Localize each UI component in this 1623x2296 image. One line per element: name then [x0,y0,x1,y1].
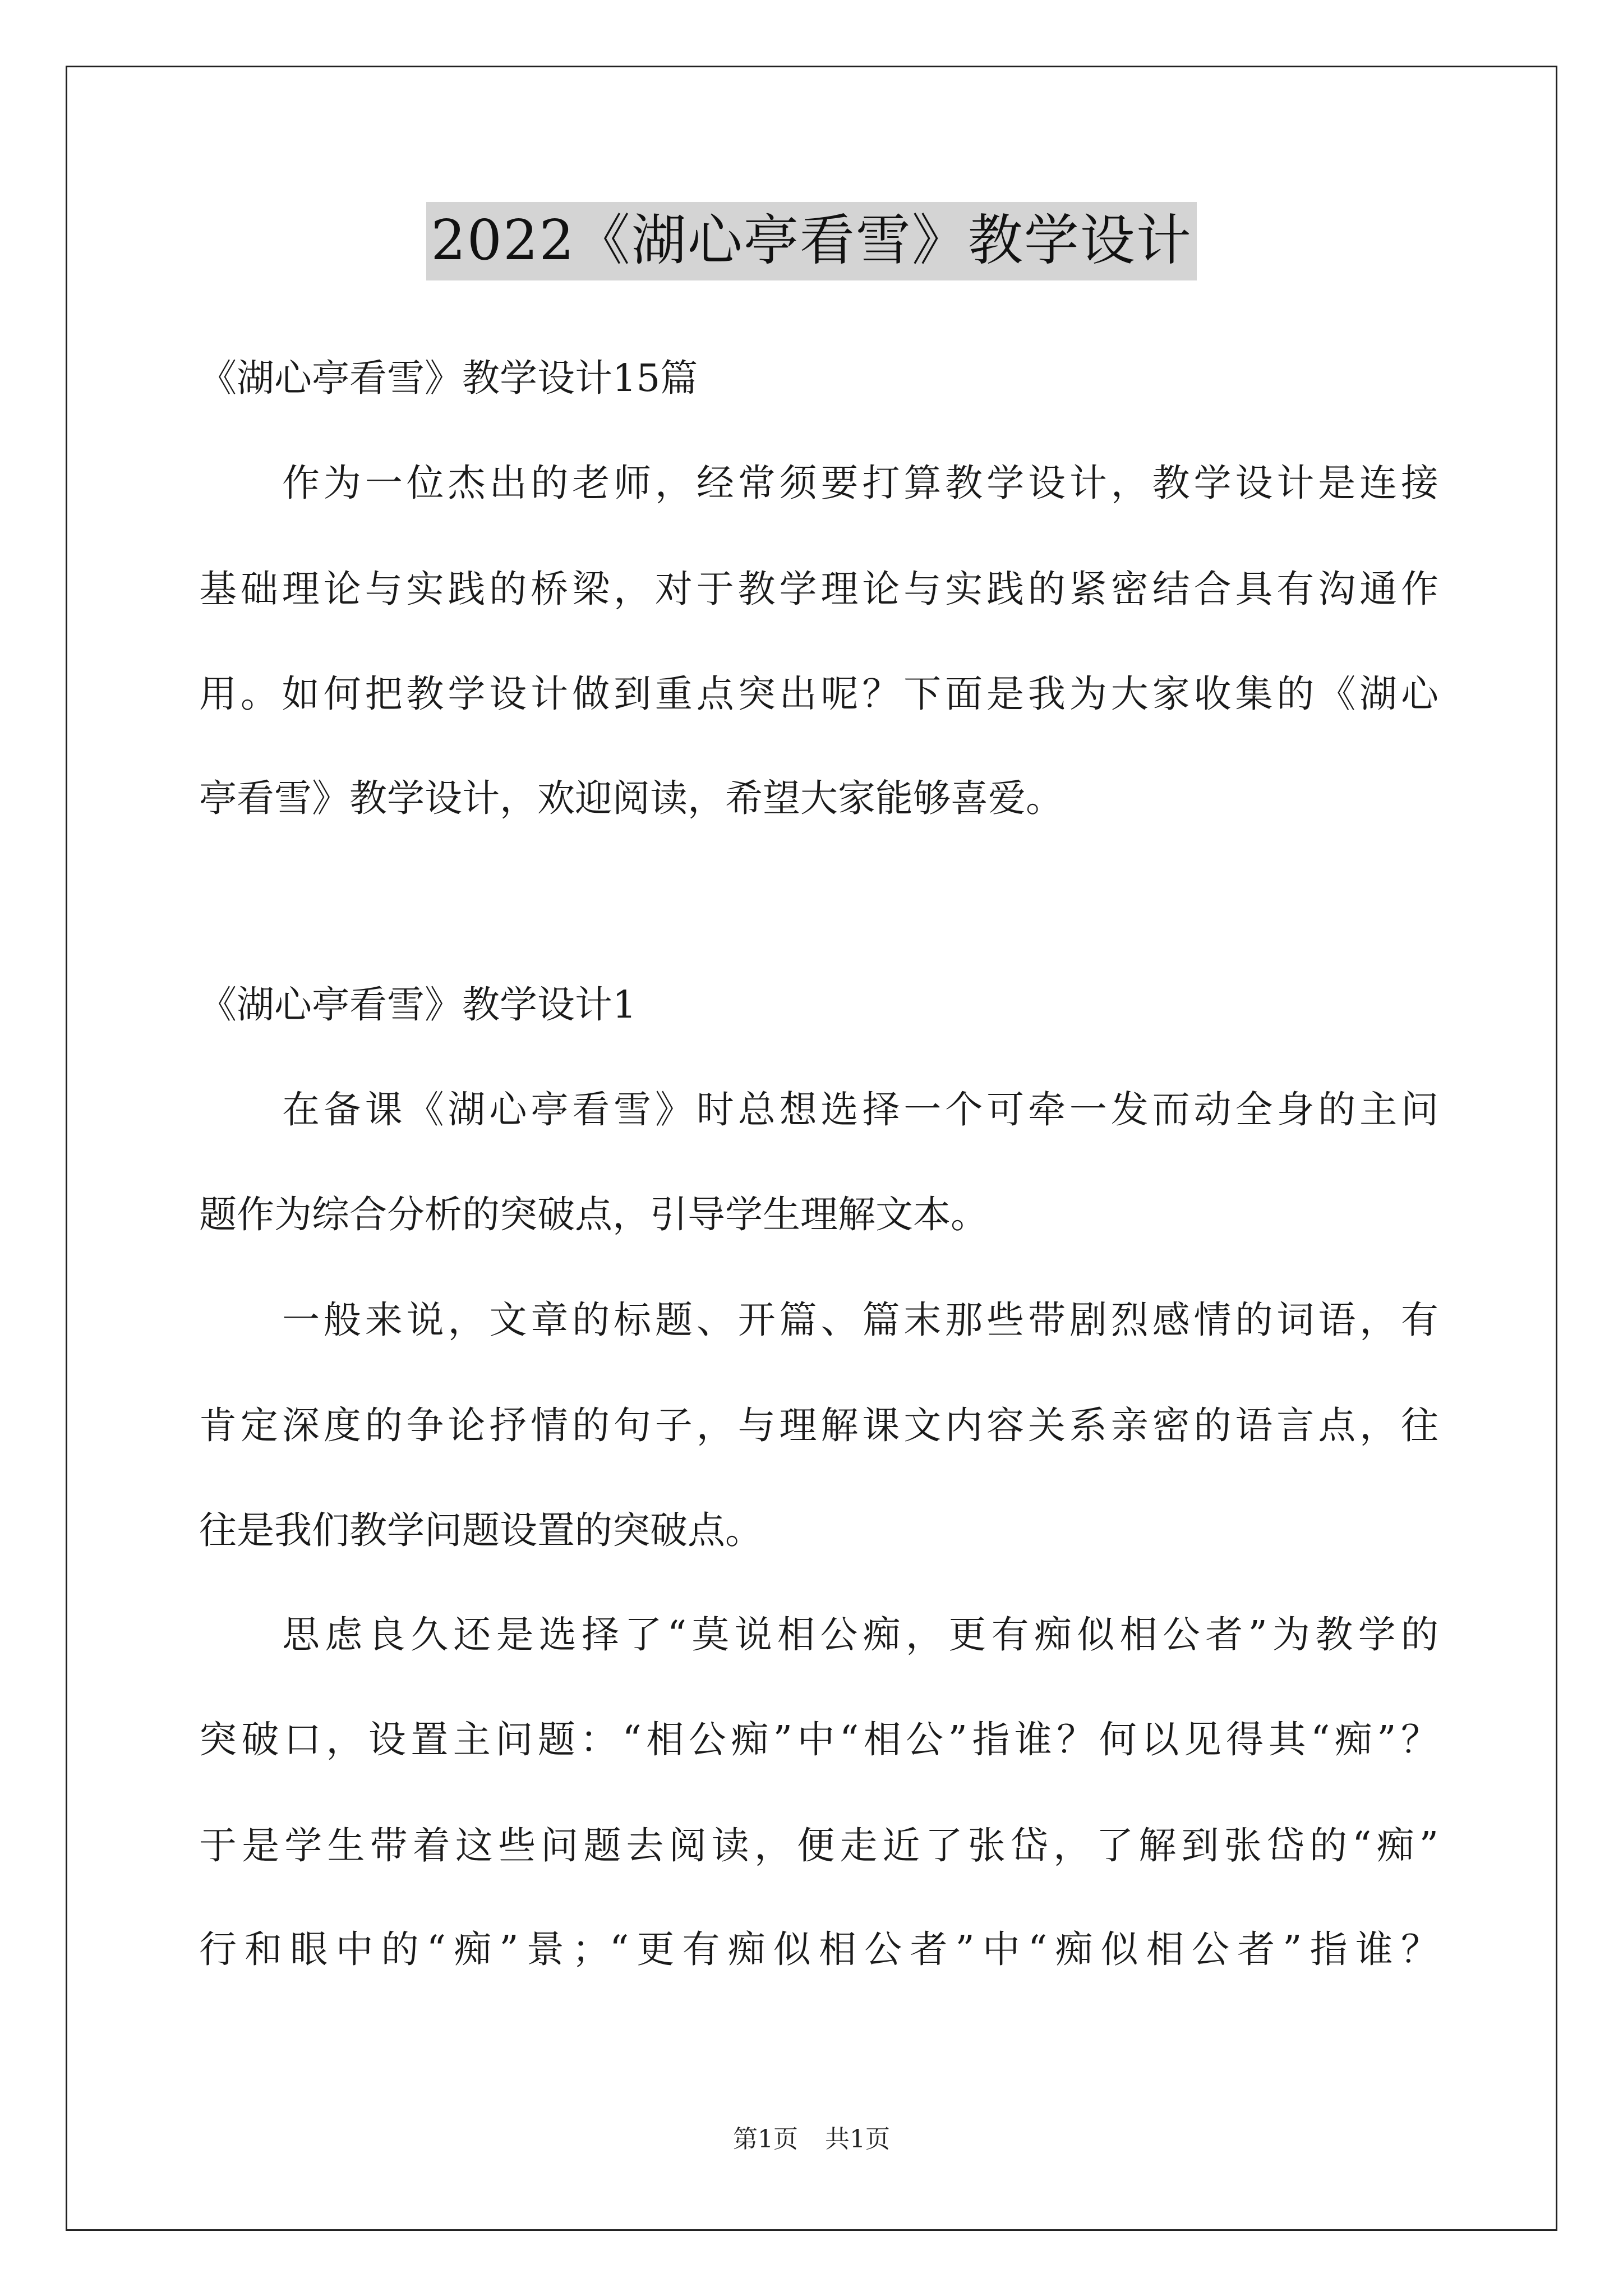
page-number: 第1页 [733,2125,798,2154]
intro-line: 亭看雪》教学设计，欢迎阅读，希望大家能够喜爱。 [199,776,1063,820]
section-heading: 《湖心亭看雪》教学设计1 [199,983,637,1027]
intro-line: 基础理论与实践的桥梁，对于教学理论与实践的紧密结合具有沟通作 [199,567,1438,611]
document-title: 2022《湖心亭看雪》教学设计 [426,202,1196,280]
paragraph-line: 题作为综合分析的突破点，引导学生理解文本。 [199,1193,988,1236]
document-subtitle: 《湖心亭看雪》教学设计15篇 [199,356,698,400]
paragraph-line: 思虑良久还是选择了“莫说相公痴，更有痴似相公者”为教学的 [282,1613,1438,1657]
title-container [0,202,1623,280]
paragraph-line: 往是我们教学问题设置的突破点。 [199,1508,763,1552]
paragraph-line: 一般来说，文章的标题、开篇、篇末那些带剧烈感情的词语，有 [282,1298,1438,1342]
paragraph-line: 突破口，设置主问题：“相公痴”中“相公”指谁？何以见得其“痴”？ [199,1718,1438,1761]
page-total: 共1页 [825,2125,890,2154]
paragraph-line: 行和眼中的“痴”景；“更有痴似相公者”中“痴似相公者”指谁？ [199,1927,1438,1971]
paragraph-line: 在备课《湖心亭看雪》时总想选择一个可牵一发而动全身的主问 [282,1088,1438,1131]
intro-line: 用。如何把教学设计做到重点突出呢？下面是我为大家收集的《湖心 [199,672,1438,716]
page-footer [0,2123,1623,2156]
paragraph-line: 于是学生带着这些问题去阅读，便走近了张岱，了解到张岱的“痴” [199,1824,1438,1867]
intro-line: 作为一位杰出的老师，经常须要打算教学设计，教学设计是连接 [282,461,1438,505]
paragraph-line: 肯定深度的争论抒情的句子，与理解课文内容关系亲密的语言点，往 [199,1404,1438,1447]
